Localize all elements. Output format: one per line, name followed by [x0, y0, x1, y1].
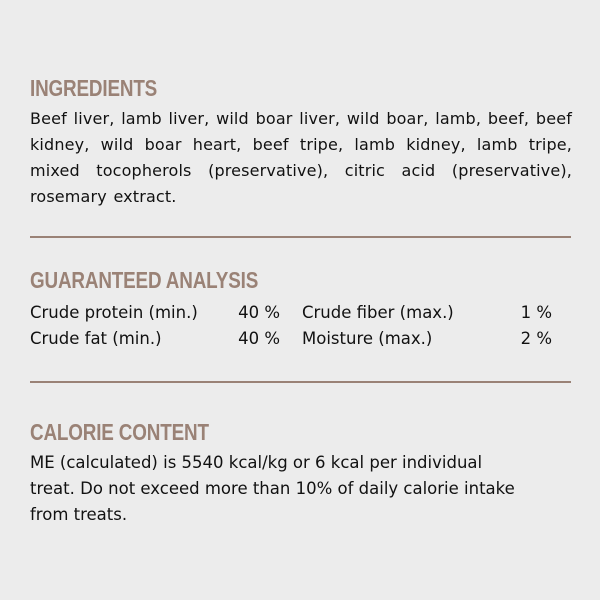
- analysis-value: 40 %: [238, 329, 280, 348]
- calorie-line: treat. Do not exceed more than 10% of daily calorie intake: [30, 479, 515, 498]
- analysis-value: 40 %: [238, 303, 280, 322]
- ingredients-section: [30, 76, 572, 210]
- calorie-text: [30, 450, 572, 528]
- analysis-label: Moisture (max.): [302, 329, 433, 348]
- analysis-table: [30, 300, 572, 352]
- ingredients-text: Beef liver, lamb liver, wild boar liver, wild boar, lamb, beef, beef kidney, wild boar heart, beef tripe, lamb kidney, lamb tripe, mixed tocopherols (preservative), citric acid (preservative), rosemary extract.: [30, 109, 572, 206]
- calorie-line: from treats.: [30, 505, 128, 524]
- section-divider-2: [30, 381, 571, 383]
- calorie-line: ME (calculated) is 5540 kcal/kg or 6 kcal per individual: [30, 453, 483, 472]
- nutrition-panel: [30, 0, 572, 600]
- analysis-value: 2 %: [520, 329, 552, 348]
- analysis-row: [30, 326, 572, 352]
- calorie-content-heading: CALORIE CONTENT: [30, 419, 209, 445]
- calorie-content-section: [30, 420, 572, 528]
- ingredients-heading: INGREDIENTS: [30, 75, 158, 101]
- analysis-label: Crude protein (min.): [30, 303, 198, 322]
- analysis-label: Crude fat (min.): [30, 329, 162, 348]
- guaranteed-analysis-heading: GUARANTEED ANALYSIS: [30, 267, 259, 293]
- analysis-label: Crude fiber (max.): [302, 303, 454, 322]
- analysis-value: 1 %: [520, 303, 552, 322]
- analysis-row: [30, 300, 572, 326]
- guaranteed-analysis-section: [30, 268, 572, 352]
- section-divider-1: [30, 236, 571, 238]
